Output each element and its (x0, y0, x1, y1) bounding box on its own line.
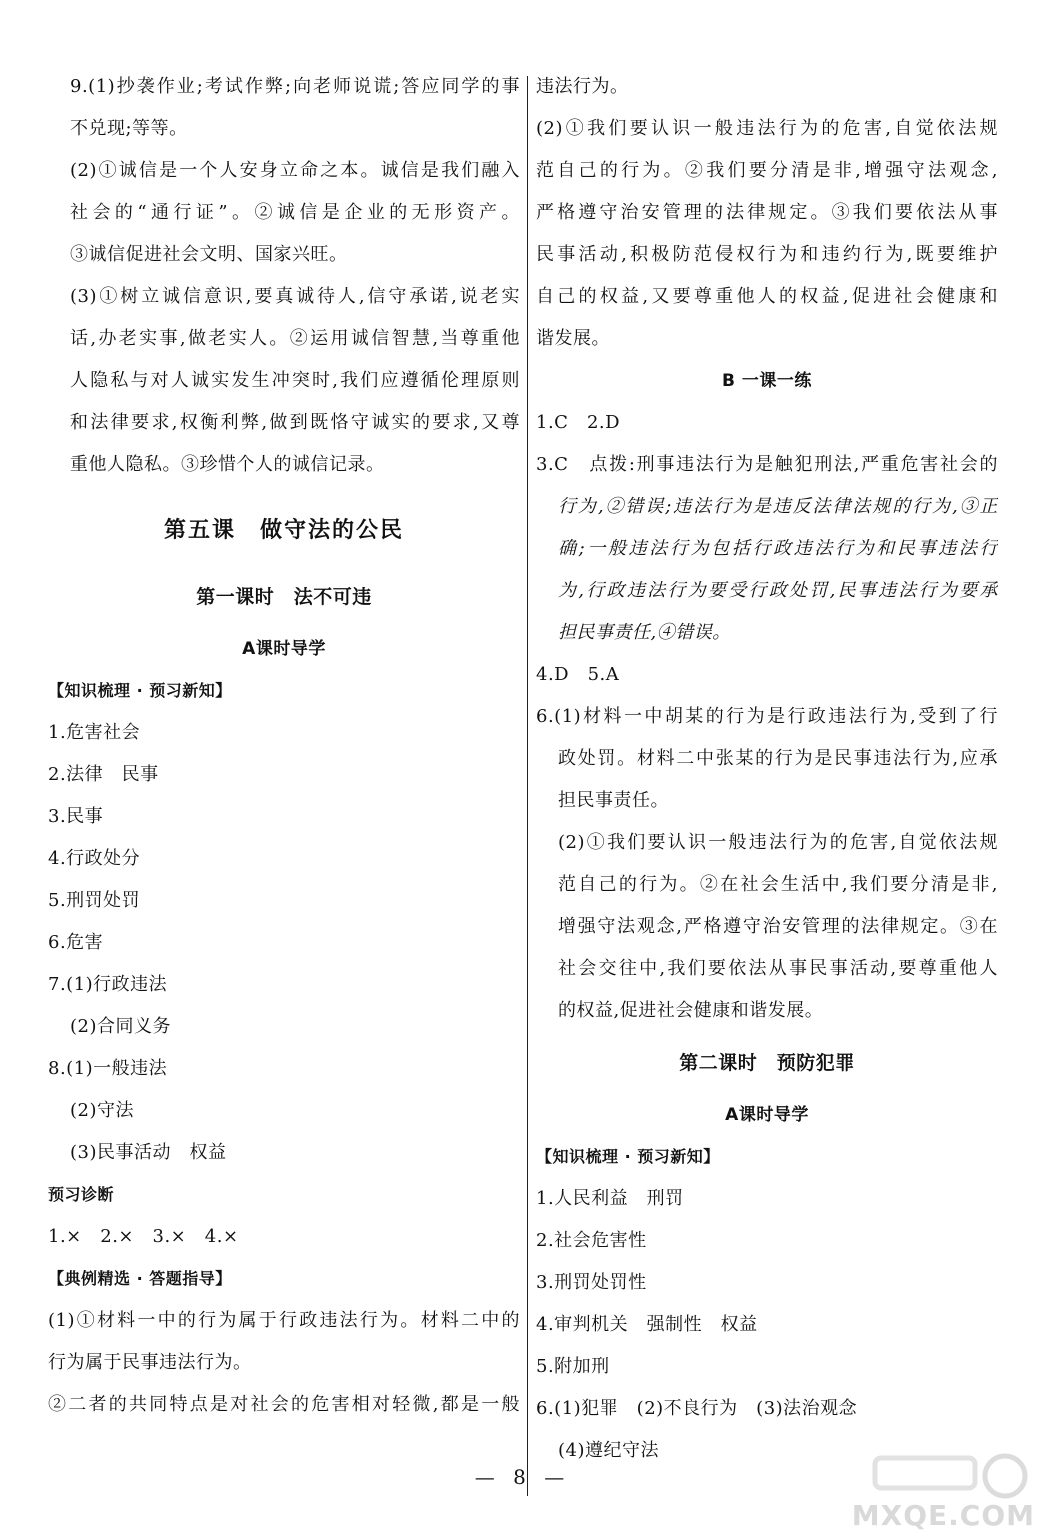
lesson-title: 第二课时 预防犯罪 (679, 1052, 855, 1074)
text-line: 民事活动,积极防范侵权行为和违约行为,既要维护 (536, 244, 998, 265)
answer-item: 担民事责任,④错误。 (558, 622, 731, 643)
text-line: 严格遵守治安管理的法律规定。③我们要依法从事 (536, 202, 998, 223)
answer-item: (2)①我们要认识一般违法行为的危害,自觉依法规 (558, 832, 998, 853)
answer-item: (2)合同义务 (70, 1016, 171, 1037)
example-header: 【典例精选 · 答题指导】 (48, 1269, 232, 1288)
answer-item: (4)遵纪守法 (558, 1440, 659, 1461)
text-line: 范自己的行为。②我们要分清是非,增强守法观念, (536, 160, 998, 181)
answer-item: 2.法律 民事 (48, 764, 159, 785)
q9-line: 社会的“通行证”。②诚信是企业的无形资产。 (70, 202, 520, 223)
answer-item: 3.民事 (48, 806, 104, 827)
column-divider (527, 76, 528, 1496)
answer-item: 4.行政处分 (48, 848, 141, 869)
answer-item: 担民事责任。 (558, 790, 669, 811)
q9-line: 话,办老实事,做老实人。②运用诚信智慧,当尊重他 (70, 328, 520, 349)
answer-item: 的权益,促进社会健康和谐发展。 (558, 1000, 824, 1021)
q9-line: 和法律要求,权衡利弊,做到既恪守诚实的要求,又尊 (70, 412, 520, 433)
answer-item: 政处罚。材料二中张某的行为是民事违法行为,应承 (558, 748, 998, 769)
lesson-title: 第一课时 法不可违 (196, 586, 372, 608)
q9-line: 人隐私与对人诚实发生冲突时,我们应遵循伦理原则 (70, 370, 520, 391)
text-line: 违法行为。 (536, 76, 629, 97)
answer-item: 2.社会危害性 (536, 1230, 647, 1251)
preview-header: 预习诊断 (48, 1185, 115, 1204)
preview-answers: 1.× 2.× 3.× 4.× (48, 1226, 239, 1247)
answer-item: 8.(1)一般违法 (48, 1058, 168, 1079)
text-line: 谐发展。 (536, 328, 610, 349)
q9-line: 9.(1)抄袭作业;考试作弊;向老师说谎;答应同学的事 (70, 76, 520, 97)
answer-item: 3.C 点拨:刑事违法行为是触犯刑法,严重危害社会的 (536, 454, 998, 475)
answer-item: 6.危害 (48, 932, 104, 953)
chapter-title: 第五课 做守法的公民 (163, 518, 404, 543)
section-heading: A课时导学 (725, 1105, 809, 1125)
answer-item: (2)守法 (70, 1100, 134, 1121)
text-line: (2)①我们要认识一般违法行为的危害,自觉依法规 (536, 118, 998, 139)
q9-line: 不兑现;等等。 (70, 118, 188, 139)
knowledge-header: 【知识梳理 · 预习新知】 (536, 1147, 720, 1166)
section-heading: B 一课一练 (722, 371, 812, 391)
answer-item: 6.(1)材料一中胡某的行为是行政违法行为,受到了行 (536, 706, 998, 727)
example-line: 行为属于民事违法行为。 (48, 1352, 252, 1373)
answer-item: 为,行政违法行为要受行政处罚,民事违法行为要承 (558, 580, 998, 601)
answer-item: 增强守法观念,严格遵守治安管理的法律规定。③在 (558, 916, 998, 937)
answer-item: 5.刑罚处罚 (48, 890, 141, 911)
answer-item: 1.危害社会 (48, 722, 141, 743)
answer-item: 社会交往中,我们要依法从事民事活动,要尊重他人 (558, 958, 998, 979)
right-column (536, 66, 998, 1472)
q9-line: ③诚信促进社会文明、国家兴旺。 (70, 244, 348, 265)
answer-item: 行为,②错误;违法行为是违反法律法规的行为,③正 (558, 496, 998, 517)
answer-item: 7.(1)行政违法 (48, 974, 168, 995)
section-heading: A课时导学 (242, 639, 326, 659)
answer-item: 3.刑罚处罚性 (536, 1272, 647, 1293)
q9-line: (3)①树立诚信意识,要真诚待人,信守承诺,说老实 (70, 286, 520, 307)
answer-item: 4.审判机关 强制性 权益 (536, 1314, 758, 1335)
answer-item: 4.D 5.A (536, 664, 620, 685)
answer-item: 确;一般违法行为包括行政违法行为和民事违法行 (558, 538, 998, 559)
answer-item: (3)民事活动 权益 (70, 1142, 227, 1163)
answer-item: 5.附加刑 (536, 1356, 610, 1377)
q9-line: (2)①诚信是一个人安身立命之本。诚信是我们融入 (70, 160, 520, 181)
watermark-text: MXQE.COM (851, 1499, 1035, 1532)
answer-item: 1.C 2.D (536, 412, 621, 433)
left-column (48, 66, 520, 1426)
knowledge-header: 【知识梳理 · 预习新知】 (48, 681, 232, 700)
text-line: 自己的权益,又要尊重他人的权益,促进社会健康和 (536, 286, 998, 307)
example-line: (1)①材料一中的行为属于行政违法行为。材料二中的 (48, 1310, 520, 1331)
example-line: ②二者的共同特点是对社会的危害相对轻微,都是一般 (48, 1394, 520, 1415)
answer-item: 范自己的行为。②在社会生活中,我们要分清是非, (558, 874, 998, 895)
answer-item: 1.人民利益 刑罚 (536, 1188, 684, 1209)
answer-item: 6.(1)犯罪 (2)不良行为 (3)法治观念 (536, 1398, 858, 1419)
page-number: — 8 — (474, 1465, 571, 1489)
q9-line: 重他人隐私。③珍惜个人的诚信记录。 (70, 454, 385, 475)
